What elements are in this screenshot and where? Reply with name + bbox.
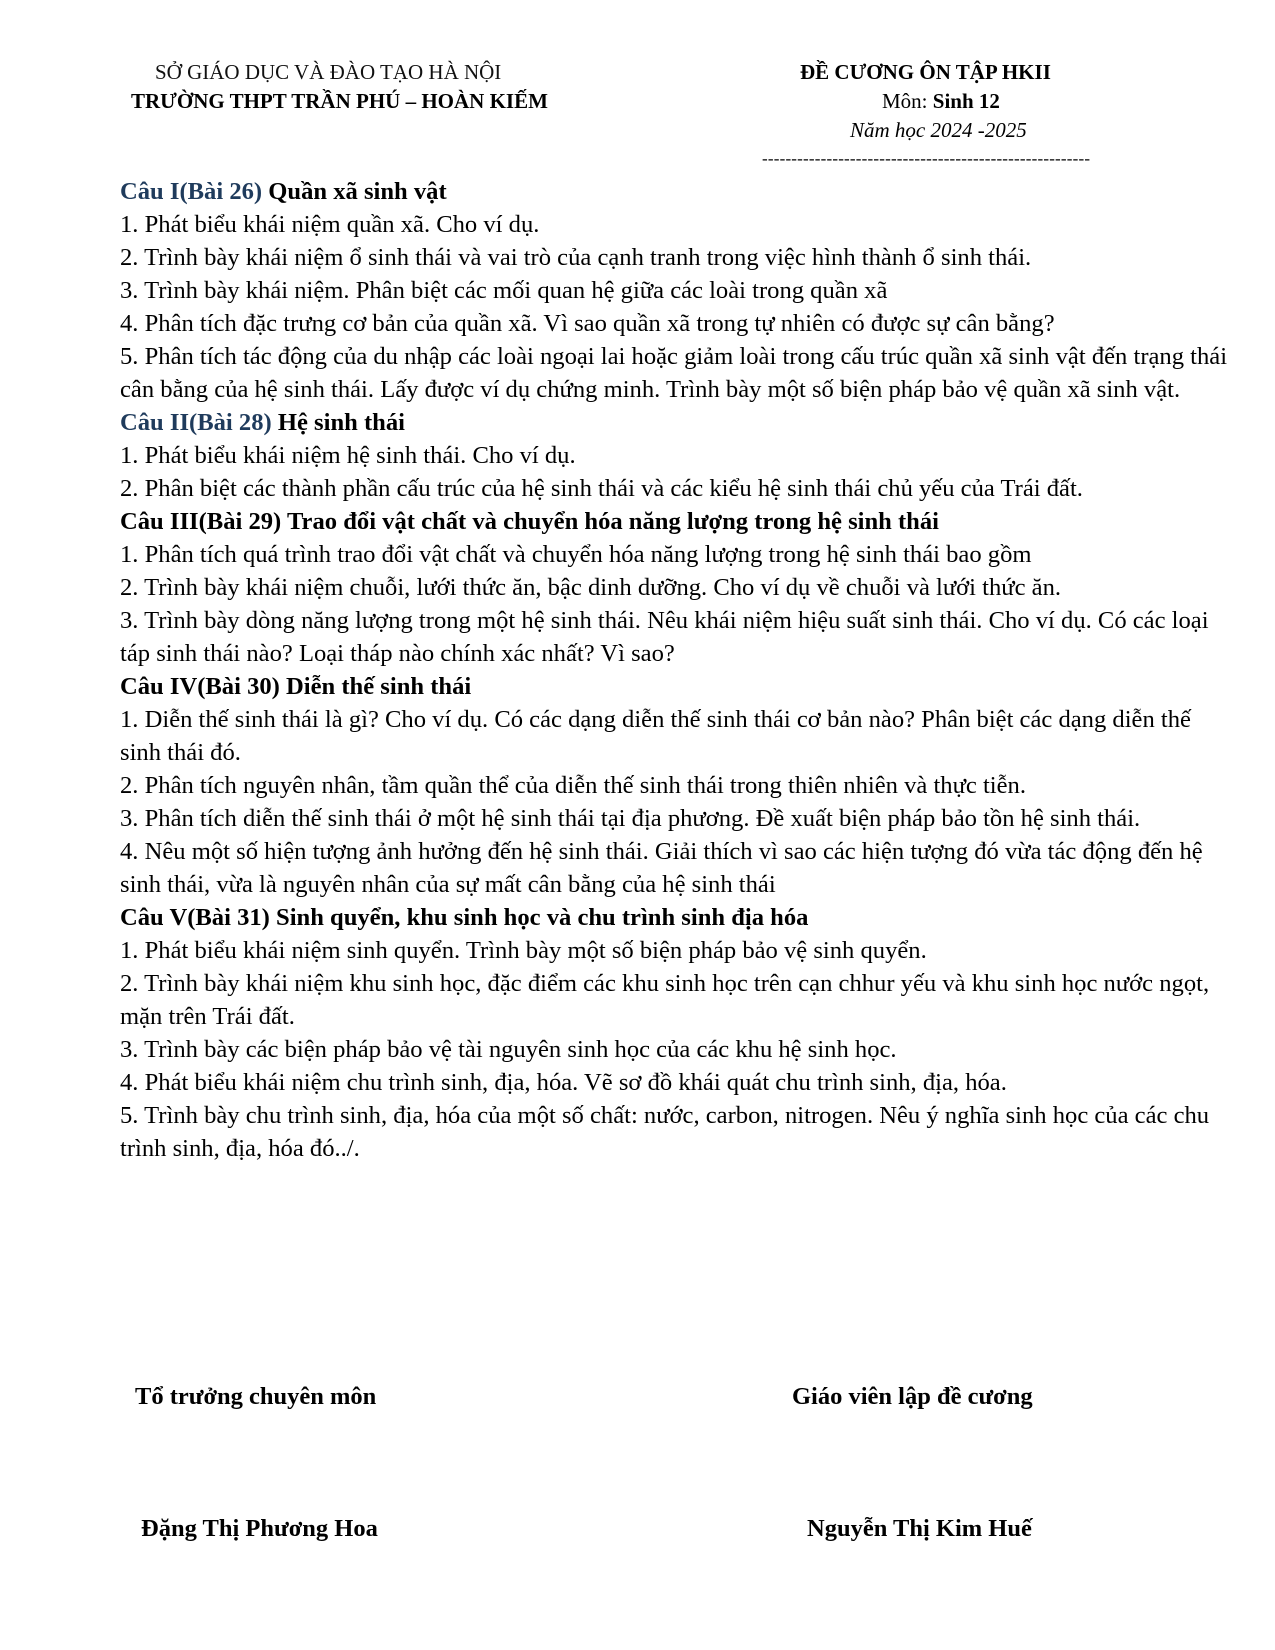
question-item: 1. Phát biểu khái niệm sinh quyển. Trình bày một số biện pháp bảo vệ sinh quyển. (120, 937, 927, 964)
section (120, 406, 1230, 505)
question-item: 3. Trình bày dòng năng lượng trong một hệ sinh thái. Nêu khái niệm hiệu suất sinh thái. Cho ví dụ. Có các loại táp sinh thái nào? Loại tháp nào chính xác nhất? Vì sao? (120, 607, 1209, 667)
section-title: Diễn thế sinh thái (286, 673, 472, 700)
header-divider: -------------------------------------------------------- (762, 149, 1091, 168)
question-item: 3. Phân tích diễn thế sinh thái ở một hệ sinh thái tại địa phương. Đề xuất biện pháp bảo tồn hệ sinh thái. (120, 805, 1141, 832)
section-heading (120, 901, 1230, 934)
question-item: 2. Phân biệt các thành phần cấu trúc của hệ sinh thái và các kiểu hệ sinh thái chủ yếu của Trái đất. (120, 475, 1083, 502)
signature-name-department-head: Đặng Thị Phương Hoa (141, 1515, 378, 1542)
question-item: 2. Trình bày khái niệm khu sinh học, đặc điểm các khu sinh học trên cạn chhur yếu và khu sinh học nước ngọt, mặn trên Trái đất. (120, 970, 1210, 1030)
signature-name-teacher: Nguyễn Thị Kim Huế (807, 1515, 1032, 1542)
section (120, 670, 1230, 901)
question-item: 1. Diễn thế sinh thái là gì? Cho ví dụ. Có các dạng diễn thế sinh thái cơ bản nào? Phân biệt các dạng diễn thế sinh thái đó. (120, 706, 1191, 766)
question-item: 2. Trình bày khái niệm chuỗi, lưới thức ăn, bậc dinh dưỡng. Cho ví dụ về chuỗi và lưới thức ăn. (120, 574, 1062, 601)
section-title: Sinh quyển, khu sinh học và chu trình sinh địa hóa (276, 904, 809, 931)
section (120, 505, 1230, 670)
section-title: Quần xã sinh vật (268, 178, 447, 205)
subject-label: Môn: (882, 89, 928, 113)
section-heading (120, 670, 1230, 703)
question-item: 1. Phân tích quá trình trao đổi vật chất và chuyển hóa năng lượng trong hệ sinh thái bao gồm (120, 541, 1032, 568)
subject-value: Sinh 12 (932, 89, 1000, 113)
signature-title-teacher: Giáo viên lập đề cương (792, 1383, 1033, 1410)
document-title: ĐỀ CƯƠNG ÔN TẬP HKII (800, 60, 1051, 84)
question-item: 1. Phát biểu khái niệm quần xã. Cho ví dụ. (120, 211, 540, 238)
question-item: 4. Nêu một số hiện tượng ảnh hưởng đến hệ sinh thái. Giải thích vì sao các hiện tượng đó vừa tác động đến hệ sinh thái, vừa là nguyên nhân của sự mất cân bằng của hệ sinh thái (120, 838, 1203, 898)
question-item: 2. Trình bày khái niệm ổ sinh thái và vai trò của cạnh tranh trong việc hình thành ổ sinh thái. (120, 244, 1032, 271)
question-item: 4. Phân tích đặc trưng cơ bản của quần xã. Vì sao quần xã trong tự nhiên có được sự cân bằng? (120, 310, 1055, 337)
question-item: 3. Trình bày các biện pháp bảo vệ tài nguyên sinh học của các khu hệ sinh học. (120, 1036, 897, 1063)
question-item: 3. Trình bày khái niệm. Phân biệt các mối quan hệ giữa các loài trong quần xã (120, 277, 888, 304)
question-item: 4. Phát biểu khái niệm chu trình sinh, địa, hóa. Vẽ sơ đồ khái quát chu trình sinh, địa, hóa. (120, 1069, 1007, 1096)
section-prefix: Câu III(Bài 29) (120, 508, 282, 535)
section-prefix: Câu IV(Bài 30) (120, 673, 280, 700)
question-item: 5. Trình bày chu trình sinh, địa, hóa của một số chất: nước, carbon, nitrogen. Nêu ý nghĩa sinh học của các chu trình sinh, địa, hóa đó../. (120, 1102, 1210, 1162)
section-title: Trao đổi vật chất và chuyển hóa năng lượng trong hệ sinh thái (286, 508, 939, 535)
section-prefix: Câu V(Bài 31) (120, 904, 270, 931)
section-heading (120, 175, 1230, 208)
section-prefix: Câu II(Bài 28) (120, 409, 272, 436)
question-item: 1. Phát biểu khái niệm hệ sinh thái. Cho ví dụ. (120, 442, 576, 469)
question-item: 2. Phân tích nguyên nhân, tầm quần thể của diễn thế sinh thái trong thiên nhiên và thực tiễn. (120, 772, 1027, 799)
signature-title-department-head: Tổ trưởng chuyên môn (135, 1383, 377, 1410)
school-name: TRƯỜNG THPT TRẦN PHÚ – HOÀN KIẾM (131, 89, 548, 113)
section (120, 175, 1230, 406)
section-heading (120, 406, 1230, 439)
subject-line (882, 89, 1000, 114)
section-heading (120, 505, 1230, 538)
question-list (120, 175, 1230, 1165)
school-year: Năm học 2024 -2025 (850, 118, 1027, 142)
question-item: 5. Phân tích tác động của du nhập các loài ngoại lai hoặc giảm loài trong cấu trúc quần xã sinh vật đến trạng thái cân bằng của hệ sinh thái. Lấy được ví dụ chứng minh. Trình bày một số biện pháp bảo vệ quần xã sinh vật. (120, 343, 1228, 403)
section-title: Hệ sinh thái (277, 409, 405, 436)
section-prefix: Câu I(Bài 26) (120, 178, 263, 205)
department-name: SỞ GIÁO DỤC VÀ ĐÀO TẠO HÀ NỘI (155, 60, 502, 84)
section (120, 901, 1230, 1165)
